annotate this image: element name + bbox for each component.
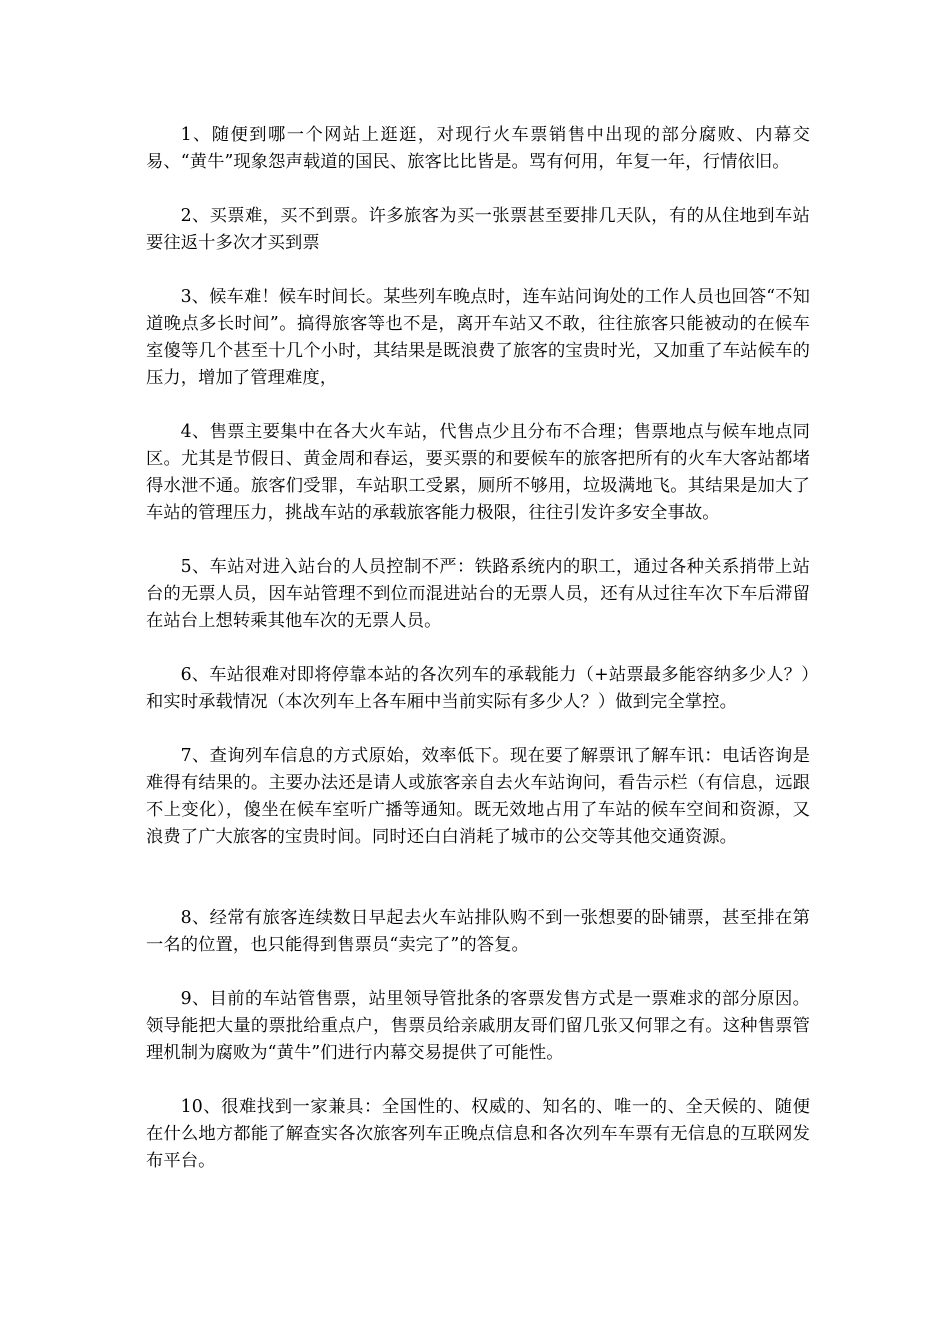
paragraph-7: 7、查询列车信息的方式原始，效率低下。现在要了解票讯了解车讯：电话咨询是难得有结果的。主要办法还是请人或旅客亲自去火车站询问，看告示栏（有信息，远跟不上变化），傻坐在候车室听广播等通知。既无效地占用了车站的候车空间和资源，又浪费了广大旅客的宝贵时间。同时还白白消耗了城市的公交等其他交通资源。 (146, 746, 810, 847)
paragraph-2: 2、买票难，买不到票。许多旅客为买一张票甚至要排几天队，有的从住地到车站要往返十多次才买到票 (146, 206, 810, 253)
paragraph-3: 3、候车难！候车时间长。某些列车晚点时，连车站问询处的工作人员也回答“不知道晚点多长时间”。搞得旅客等也不是，离开车站又不敢，往往旅客只能被动的在候车室傻等几个甚至十几个小时，其结果是既浪费了旅客的宝贵时光，又加重了车站候车的压力，增加了管理难度， (146, 287, 810, 388)
document-body (146, 122, 810, 1175)
paragraph-10: 10、很难找到一家兼具：全国性的、权威的、知名的、唯一的、全天候的、随便在什么地方都能了解查实各次旅客列车正晚点信息和各次列车车票有无信息的互联网发布平台。 (146, 1097, 810, 1171)
paragraph-4: 4、售票主要集中在各大火车站，代售点少且分布不合理；售票地点与候车地点同区。尤其是节假日、黄金周和春运，要买票的和要候车的旅客把所有的火车大客站都堵得水泄不通。旅客们受罪，车站职工受累，厕所不够用，垃圾满地飞。其结果是加大了车站的管理压力，挑战车站的承载旅客能力极限，往往引发许多安全事故。 (146, 422, 810, 523)
paragraph-1: 1、随便到哪一个网站上逛逛，对现行火车票销售中出现的部分腐败、内幕交易、“黄牛”现象怨声载道的国民、旅客比比皆是。骂有何用，年复一年，行情依旧。 (146, 125, 810, 172)
paragraph-6: 6、车站很难对即将停靠本站的各次列车的承载能力（+站票最多能容纳多少人？）和实时承载情况（本次列车上各车厢中当前实际有多少人？）做到完全掌控。 (146, 665, 810, 712)
paragraph-8: 8、经常有旅客连续数日早起去火车站排队购不到一张想要的卧铺票，甚至排在第一名的位置，也只能得到售票员“卖完了”的答复。 (146, 908, 810, 955)
paragraph-5: 5、车站对进入站台的人员控制不严：铁路系统内的职工，通过各种关系捎带上站台的无票人员，因车站管理不到位而混进站台的无票人员，还有从过往车次下车后滞留在站台上想转乘其他车次的无票人员。 (146, 557, 810, 631)
paragraph-9: 9、目前的车站管售票，站里领导管批条的客票发售方式是一票难求的部分原因。领导能把大量的票批给重点户，售票员给亲戚朋友哥们留几张又何罪之有。这种售票管理机制为腐败为“黄牛”们进行内幕交易提供了可能性。 (146, 989, 810, 1063)
